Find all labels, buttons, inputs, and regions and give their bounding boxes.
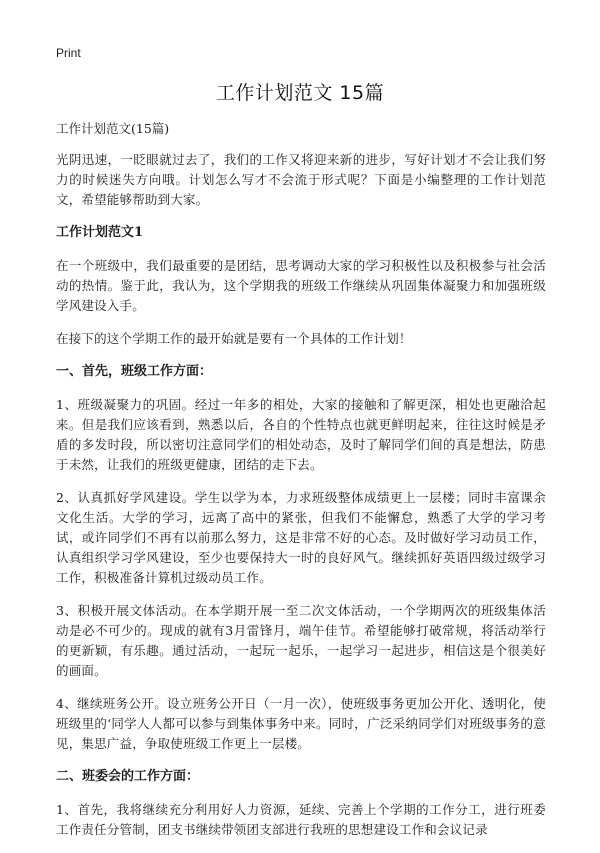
section-heading-class-work: 一、首先，班级工作方面：: [56, 364, 213, 379]
document-title: 工作计划范文 15篇: [215, 82, 385, 104]
paragraph: 在一个班级中，我们最重要的是团结，思考调动大家的学习积极性以及积极参与社会活动的热情。鉴于此，我认为，这个学期我的班级工作继续从巩固集体凝聚力和加强班级学风建设入手。: [56, 258, 546, 313]
list-item: 1、首先，我将继续充分利用好人力资源，延续、完善上个学期的工作分工，进行班委工作责任分管制，团支书继续带领团支部进行我班的思想建设工作和会议记录: [56, 802, 546, 837]
list-item: 1、班级凝聚力的巩固。经过一年多的相处，大家的接触和了解更深，相处也更融洽起来。但是我们应该看到，熟悉以后，各自的个性特点也就更鲜明起来，往往这时候是矛盾的多发时段，所以密切注意同学们的相处动态，及时了解同学们间的真是想法，防患于未然，让我们的班级更健康，团结的走下去。: [56, 397, 546, 472]
print-label: Print: [56, 46, 81, 60]
document-body: [56, 120, 546, 853]
list-item: 3、积极开展文体活动。在本学期开展一至二次文体活动，一个学期两次的班级集体活动是必不可少的。现成的就有3月雷锋月，端午佳节。希望能够打破常规，将活动举行的更新颖，有乐趣。通过活动，一起玩一起乐，一起学习一起进步，相信这是个很美好的画面。: [56, 603, 546, 678]
section-heading-committee-work: 二、班委会的工作方面：: [56, 769, 200, 784]
list-item: 2、认真抓好学风建设。学生以学为本，力求班级整体成绩更上一层楼；同时丰富课余文化生活。大学的学习，远离了高中的紧张，但我们不能懈怠，熟悉了大学的学习考试，或许同学们不再有以前那么努力，这是非常不好的心态。及时做好学习动员工作，认真组织学习学风建设，至少也要保持大一时的良好风气。继续抓好英语四级过级学习工作，积极准备计算机过级动员工作。: [56, 490, 546, 585]
paragraph: 在接下的这个学期工作的最开始就是要有一个具体的工作计划！: [56, 331, 412, 346]
document-subtitle: 工作计划范文(15篇): [56, 121, 170, 136]
list-item: 4、继续班务公开。设立班务公开日（一月一次），使班级事务更加公开化、透明化，使班级里的‘同学人人都可以参与到集体事务中来。同时，广泛采纳同学们对班级事务的意见，集思广益，争取使班级工作更上一层楼。: [56, 696, 546, 751]
intro-paragraph: 光阴迅速，一眨眼就过去了，我们的工作又将迎来新的进步，写好计划才不会让我们努力的时候迷失方向哦。计划怎么写才不会流于形式呢？下面是小编整理的工作计划范文，希望能够帮助到大家。: [56, 152, 546, 207]
section-heading: 工作计划范文1: [56, 225, 144, 240]
